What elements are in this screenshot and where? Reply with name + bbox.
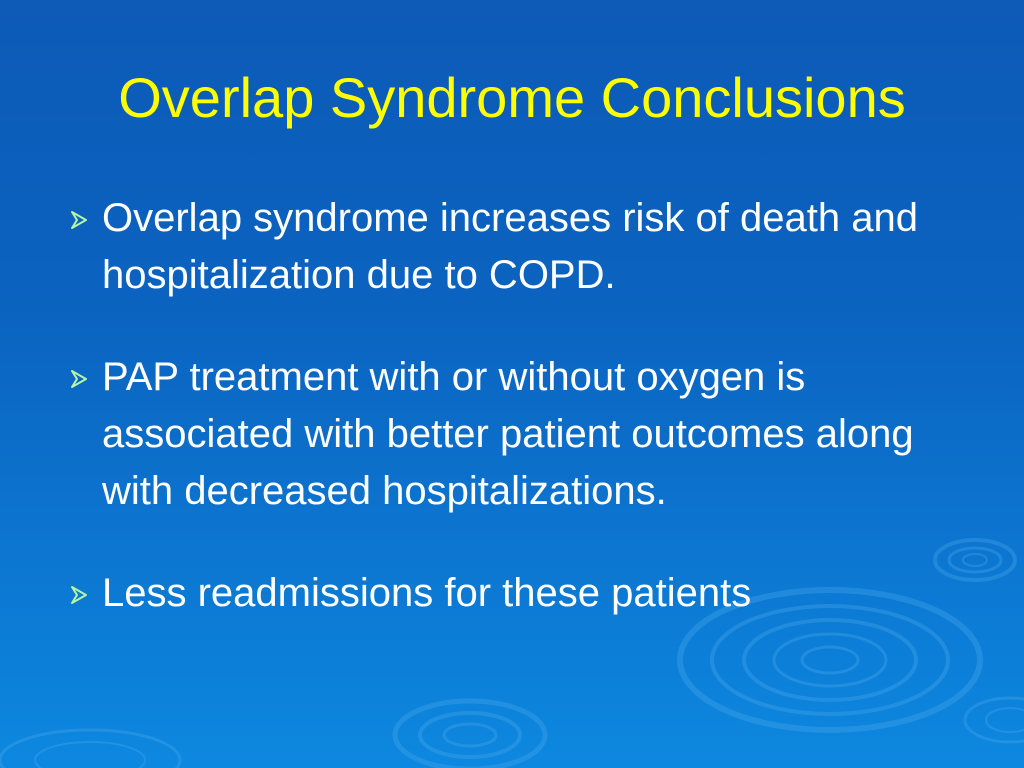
bullet-item-2 — [62, 349, 962, 520]
bullet-text-2: PAP treatment with or without oxygen is associated with better patient outcomes along with decreased hospitalizations. — [102, 355, 914, 513]
slide-title: Overlap Syndrome Conclusions — [118, 66, 906, 129]
bullet-item-1 — [62, 190, 962, 304]
bullet-list — [62, 190, 962, 622]
chevron-arrow-icon — [68, 368, 90, 390]
bullet-text-1: Overlap syndrome increases risk of death and hospitalization due to COPD. — [102, 196, 918, 297]
chevron-arrow-icon — [68, 209, 90, 231]
chevron-arrow-icon — [68, 584, 90, 606]
bullet-text-3: Less readmissions for these patients — [102, 571, 752, 615]
bullet-item-3 — [62, 565, 962, 622]
